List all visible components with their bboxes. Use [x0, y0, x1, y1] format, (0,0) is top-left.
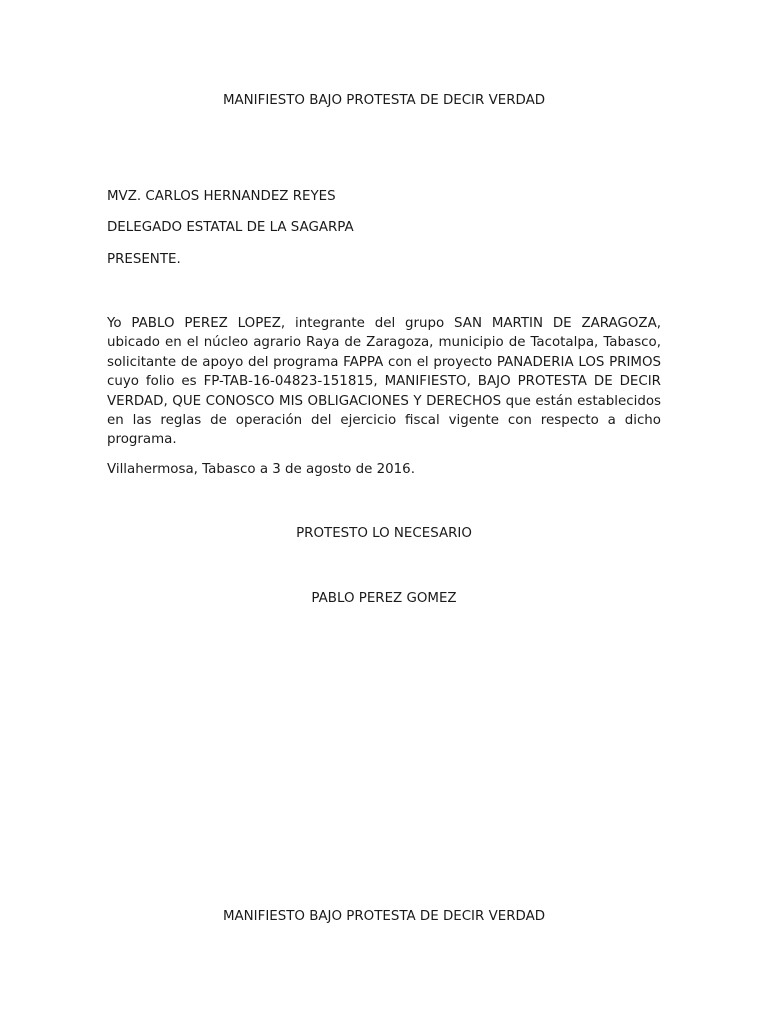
- closing-text: PROTESTO LO NECESARIO: [296, 526, 472, 541]
- addressee-position: DELEGADO ESTATAL DE LA SAGARPA: [107, 220, 354, 235]
- body-paragraph: Yo PABLO PEREZ LOPEZ, integrante del grupo SAN MARTIN DE ZARAGOZA, ubicado en el núcleo agrario Raya de Zaragoza, municipio de Tacotalpa, Tabasco, solicitante de apoyo del programa FAPPA con el proyecto PANADERIA LOS PRIMOS cuyo folio es FP-TAB-16-04823-151815, MANIFIESTO, BAJO PROTESTA DE DECIR VERDAD, QUE CONOSCO MIS OBLIGACIONES Y DERECHOS que están establecidos en las reglas de operación del ejercicio fiscal vigente con respecto a dicho programa.: [107, 316, 661, 448]
- salutation: PRESENTE.: [107, 252, 181, 267]
- footer-title: MANIFIESTO BAJO PROTESTA DE DECIR VERDAD: [222, 909, 546, 924]
- document-title: MANIFIESTO BAJO PROTESTA DE DECIR VERDAD: [222, 93, 546, 108]
- addressee-name: MVZ. CARLOS HERNANDEZ REYES: [107, 189, 336, 204]
- place-date: Villahermosa, Tabasco a 3 de agosto de 2016.: [107, 462, 415, 477]
- signatory-name: PABLO PEREZ GOMEZ: [311, 591, 457, 606]
